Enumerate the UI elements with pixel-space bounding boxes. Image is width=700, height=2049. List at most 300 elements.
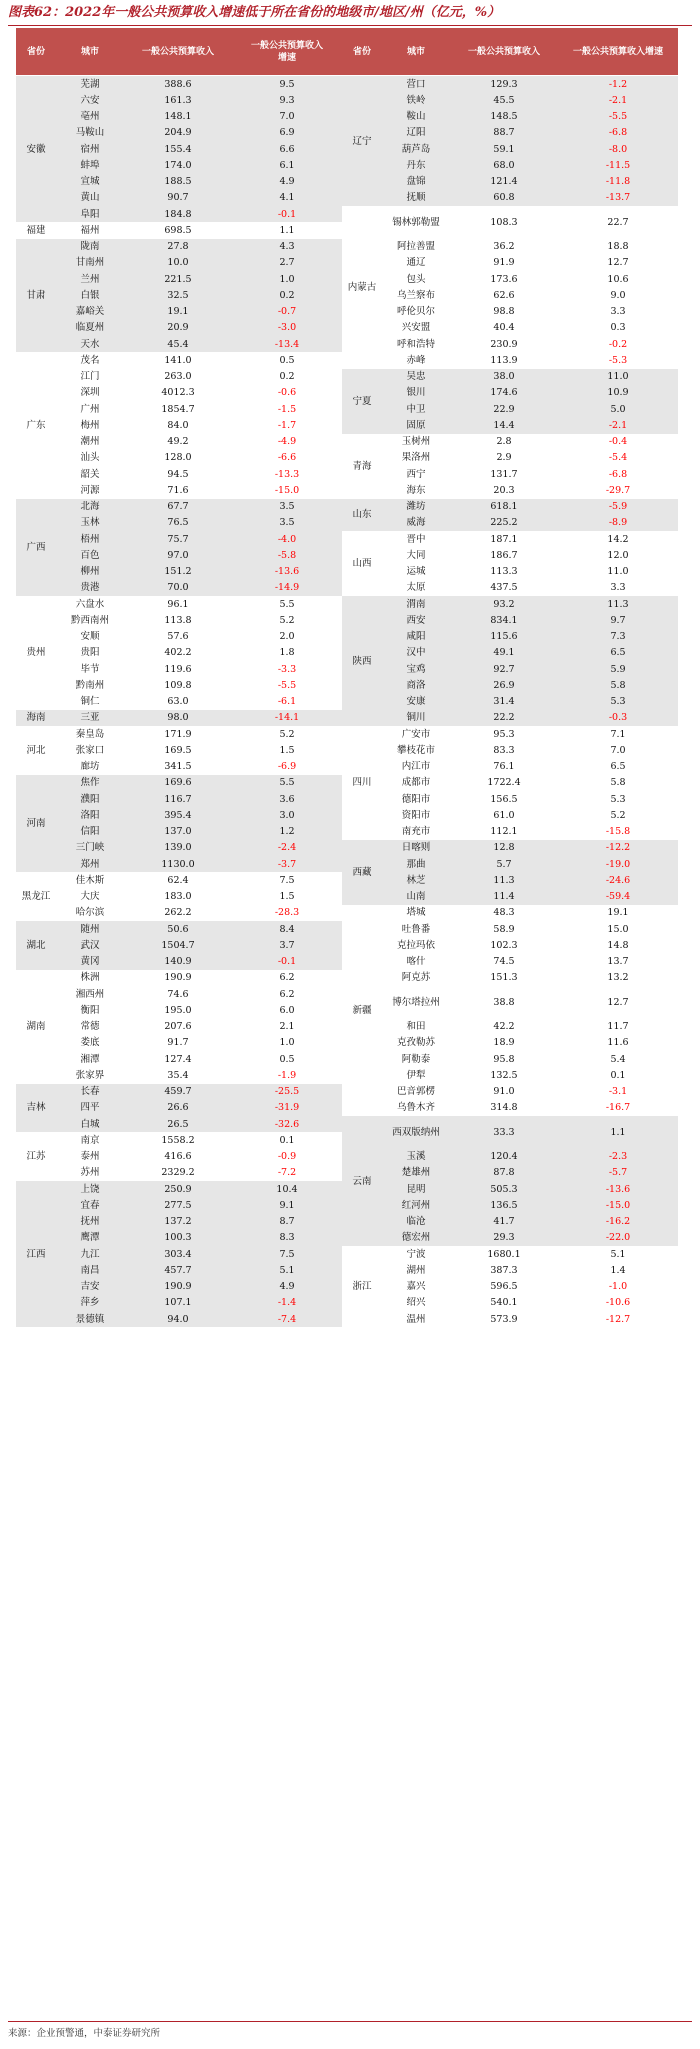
- growth-cell: -0.2: [608, 338, 628, 350]
- city-cell: 海东: [406, 484, 426, 496]
- city-cell: 百色: [80, 549, 100, 561]
- revenue-cell: 127.4: [164, 1053, 192, 1065]
- city-cell: 丹东: [406, 159, 426, 171]
- growth-cell: -6.8: [608, 127, 628, 139]
- city-cell: 北海: [80, 501, 100, 513]
- province-cell: 辽宁: [352, 135, 372, 147]
- city-cell: 黔南州: [75, 679, 105, 691]
- growth-cell: 5.2: [279, 728, 295, 740]
- revenue-cell: 75.7: [167, 533, 189, 545]
- growth-cell: -1.7: [277, 419, 297, 431]
- revenue-cell: 151.2: [164, 566, 192, 578]
- header-growth: 一般公共预算收入增速: [572, 46, 663, 57]
- city-cell: 景德镇: [75, 1313, 105, 1325]
- revenue-cell: 136.5: [490, 1199, 518, 1211]
- revenue-cell: 107.1: [164, 1297, 192, 1309]
- growth-cell: -3.1: [608, 1086, 628, 1098]
- province-cell: 内蒙古: [347, 281, 377, 293]
- city-cell: 焦作: [80, 777, 100, 789]
- city-cell: 广州: [80, 403, 100, 415]
- revenue-cell: 207.6: [164, 1021, 192, 1033]
- province-cell: 海南: [26, 712, 46, 724]
- city-cell: 秦皇岛: [75, 728, 105, 740]
- growth-cell: -4.0: [277, 533, 297, 545]
- city-cell: 林芝: [406, 874, 426, 886]
- growth-cell: 8.4: [279, 923, 295, 935]
- growth-cell: -22.0: [605, 1232, 631, 1244]
- growth-cell: -5.9: [608, 501, 628, 513]
- growth-cell: 5.3: [610, 793, 626, 805]
- growth-cell: -6.1: [277, 696, 297, 708]
- province-cell: 河北: [26, 744, 46, 756]
- city-cell: 佳木斯: [75, 874, 105, 886]
- growth-cell: 3.0: [279, 809, 295, 821]
- province-cell: 山东: [352, 509, 372, 521]
- growth-cell: 3.5: [279, 517, 295, 529]
- revenue-cell: 173.6: [490, 273, 518, 285]
- revenue-cell: 93.2: [493, 598, 515, 610]
- growth-cell: 0.2: [279, 371, 295, 383]
- growth-cell: -5.4: [608, 452, 628, 464]
- revenue-cell: 437.5: [490, 582, 518, 594]
- city-cell: 黄山: [80, 192, 100, 204]
- revenue-cell: 128.0: [164, 452, 192, 464]
- city-cell: 呼和浩特: [396, 338, 435, 350]
- revenue-cell: 11.4: [493, 891, 515, 903]
- province-cell: 新疆: [352, 1004, 372, 1016]
- growth-cell: 13.7: [607, 956, 629, 968]
- province-cell: 湖南: [26, 1021, 46, 1033]
- revenue-cell: 402.2: [164, 647, 192, 659]
- growth-cell: 10.4: [276, 1183, 298, 1195]
- growth-cell: -2.3: [608, 1151, 628, 1163]
- province-cell: 河南: [26, 818, 46, 829]
- revenue-cell: 395.4: [164, 809, 192, 821]
- growth-cell: -5.3: [608, 354, 628, 366]
- city-cell: 玉溪: [406, 1151, 426, 1163]
- growth-cell: -1.5: [277, 403, 297, 415]
- revenue-cell: 171.9: [164, 728, 192, 740]
- growth-cell: 0.5: [279, 354, 295, 366]
- city-cell: 潮州: [80, 436, 100, 448]
- growth-cell: 7.1: [610, 728, 626, 740]
- growth-cell: 4.9: [279, 1281, 295, 1293]
- growth-cell: 10.6: [607, 273, 629, 285]
- revenue-cell: 96.1: [167, 598, 189, 610]
- revenue-cell: 174.0: [164, 159, 192, 171]
- city-cell: 银川: [406, 387, 426, 399]
- city-cell: 晋中: [406, 533, 426, 545]
- growth-cell: -1.4: [277, 1297, 297, 1309]
- growth-cell: -7.4: [277, 1313, 297, 1325]
- growth-cell: 3.7: [279, 939, 295, 951]
- growth-cell: 7.5: [279, 1248, 295, 1260]
- revenue-cell: 129.3: [490, 78, 518, 90]
- growth-cell: -13.4: [274, 338, 300, 350]
- growth-cell: -31.9: [274, 1102, 300, 1114]
- city-cell: 呼伦贝尔: [396, 306, 435, 318]
- growth-cell: 5.2: [610, 809, 626, 821]
- revenue-cell: 45.5: [493, 94, 515, 106]
- growth-cell: -15.0: [274, 484, 300, 496]
- revenue-cell: 187.1: [490, 533, 518, 545]
- revenue-cell: 27.8: [167, 241, 189, 253]
- city-cell: 玉树州: [401, 436, 431, 448]
- figure-title: 图表62：2022年一般公共预算收入增速低于所在省份的地级市/地区/州（亿元，%）: [8, 5, 501, 20]
- city-cell: 娄底: [80, 1037, 100, 1049]
- growth-cell: 5.4: [610, 1053, 626, 1065]
- revenue-cell: 2.8: [496, 436, 512, 448]
- growth-cell: 9.1: [279, 1199, 295, 1211]
- city-cell: 威海: [406, 517, 426, 529]
- revenue-cell: 57.6: [167, 631, 189, 643]
- revenue-cell: 204.9: [164, 127, 192, 139]
- city-cell: 九江: [80, 1248, 100, 1260]
- revenue-cell: 141.0: [164, 354, 192, 366]
- growth-cell: 1.1: [610, 1126, 626, 1138]
- growth-cell: -3.0: [277, 322, 297, 334]
- revenue-cell: 91.9: [493, 257, 515, 269]
- growth-cell: 5.2: [279, 614, 295, 626]
- revenue-cell: 225.2: [490, 517, 518, 529]
- city-cell: 广安市: [401, 728, 431, 740]
- city-cell: 随州: [80, 923, 100, 935]
- revenue-cell: 41.7: [493, 1216, 515, 1228]
- city-cell: 嘉兴: [406, 1281, 426, 1293]
- revenue-cell: 155.4: [164, 143, 192, 155]
- revenue-cell: 40.4: [493, 322, 515, 334]
- city-cell: 兰州: [80, 273, 100, 285]
- growth-cell: 6.5: [610, 647, 626, 659]
- province-cell: 广西: [26, 541, 46, 553]
- city-cell: 阿克苏: [401, 972, 431, 984]
- province-cell: 四川: [352, 777, 372, 789]
- revenue-cell: 120.4: [490, 1151, 518, 1163]
- header-city: 城市: [406, 46, 425, 57]
- revenue-cell: 156.5: [490, 793, 518, 805]
- city-cell: 温州: [406, 1313, 426, 1325]
- growth-cell: 5.8: [610, 679, 626, 691]
- city-cell: 辽阳: [406, 127, 426, 139]
- province-cell: 安徽: [26, 143, 46, 155]
- growth-cell: -8.9: [608, 517, 628, 529]
- growth-cell: -0.7: [277, 306, 297, 318]
- revenue-cell: 113.8: [164, 614, 192, 626]
- revenue-cell: 148.1: [164, 111, 192, 123]
- growth-cell: 14.8: [607, 939, 629, 951]
- city-cell: 梅州: [80, 419, 100, 431]
- revenue-cell: 195.0: [164, 1004, 192, 1016]
- revenue-cell: 90.7: [167, 192, 189, 204]
- growth-cell: 15.0: [607, 923, 629, 935]
- growth-cell: -25.5: [274, 1086, 300, 1098]
- city-cell: 兴安盟: [401, 322, 431, 334]
- growth-cell: 5.1: [279, 1264, 295, 1276]
- revenue-cell: 137.0: [164, 826, 192, 838]
- revenue-cell: 184.8: [164, 208, 192, 220]
- city-cell: 潍坊: [406, 501, 426, 513]
- revenue-cell: 190.9: [164, 1281, 192, 1293]
- growth-cell: -29.7: [605, 484, 631, 496]
- revenue-cell: 12.8: [493, 842, 515, 854]
- revenue-cell: 140.9: [164, 956, 192, 968]
- city-cell: 毕节: [80, 663, 100, 675]
- city-cell: 武汉: [80, 939, 100, 951]
- growth-cell: 1.8: [279, 647, 295, 659]
- revenue-cell: 113.3: [490, 566, 518, 578]
- city-cell: 抚顺: [406, 192, 426, 204]
- city-cell: 绍兴: [406, 1297, 426, 1309]
- revenue-cell: 26.9: [493, 679, 515, 691]
- city-cell: 大庆: [80, 891, 100, 903]
- city-cell: 六盘水: [75, 598, 105, 610]
- city-cell: 河源: [80, 484, 100, 496]
- revenue-cell: 618.1: [490, 501, 518, 513]
- revenue-cell: 61.0: [493, 809, 515, 821]
- city-cell: 铜川: [406, 712, 426, 724]
- city-cell: 克孜勒苏: [396, 1037, 435, 1049]
- city-cell: 三门峡: [75, 842, 105, 854]
- revenue-cell: 87.8: [493, 1167, 515, 1179]
- header-left: [16, 28, 342, 75]
- growth-cell: 9.7: [610, 614, 626, 626]
- growth-cell: 6.2: [279, 972, 295, 984]
- revenue-cell: 18.9: [493, 1037, 515, 1049]
- province-cell: 浙江: [352, 1281, 372, 1293]
- revenue-cell: 573.9: [490, 1313, 518, 1325]
- growth-cell: -2.1: [608, 419, 628, 431]
- city-cell: 伊犁: [406, 1069, 426, 1081]
- growth-cell: -14.9: [274, 582, 300, 594]
- revenue-cell: 137.2: [164, 1216, 192, 1228]
- city-cell: 吉安: [80, 1281, 100, 1293]
- growth-cell: 22.7: [607, 216, 629, 228]
- revenue-cell: 1504.7: [161, 939, 195, 951]
- growth-cell: 7.5: [279, 874, 295, 886]
- revenue-cell: 1680.1: [487, 1248, 521, 1260]
- city-cell: 通辽: [406, 257, 426, 269]
- province-cell: 江苏: [26, 1151, 46, 1163]
- growth-cell: 10.9: [607, 387, 629, 399]
- revenue-cell: 169.5: [164, 744, 192, 756]
- growth-cell: 1.2: [279, 826, 295, 838]
- province-cell: 青海: [352, 460, 372, 472]
- city-cell: 柳州: [80, 566, 100, 578]
- revenue-cell: 50.6: [167, 923, 189, 935]
- city-cell: 哈尔滨: [75, 907, 105, 919]
- growth-cell: 1.1: [279, 224, 295, 236]
- province-cell: 福建: [26, 224, 46, 236]
- revenue-cell: 68.0: [493, 159, 515, 171]
- city-cell: 咸阳: [406, 631, 426, 643]
- revenue-cell: 98.8: [493, 306, 515, 318]
- growth-cell: 8.3: [279, 1232, 295, 1244]
- growth-cell: -13.7: [605, 192, 631, 204]
- revenue-cell: 95.8: [493, 1053, 515, 1065]
- revenue-cell: 36.2: [493, 241, 515, 253]
- growth-cell: 6.1: [279, 159, 295, 171]
- city-cell: 昆明: [406, 1183, 426, 1195]
- revenue-cell: 94.5: [167, 468, 189, 480]
- header-right: [342, 28, 678, 75]
- revenue-cell: 38.0: [493, 371, 515, 383]
- growth-cell: 11.0: [607, 566, 629, 578]
- province-cell: 贵州: [26, 647, 46, 659]
- city-cell: 西宁: [406, 468, 426, 480]
- header-city: 城市: [80, 46, 99, 57]
- city-cell: 贵港: [80, 582, 100, 594]
- growth-cell: 5.5: [279, 777, 295, 789]
- revenue-cell: 1722.4: [487, 777, 521, 789]
- revenue-cell: 84.0: [167, 419, 189, 431]
- revenue-cell: 186.7: [490, 549, 518, 561]
- city-cell: 喀什: [406, 956, 426, 968]
- revenue-cell: 1130.0: [161, 858, 195, 870]
- growth-cell: 9.5: [279, 78, 295, 90]
- revenue-cell: 2329.2: [161, 1167, 195, 1179]
- city-cell: 郑州: [80, 858, 100, 870]
- revenue-cell: 19.1: [167, 306, 189, 318]
- revenue-cell: 31.4: [493, 696, 515, 708]
- city-cell: 福州: [80, 224, 100, 236]
- revenue-cell: 20.3: [493, 484, 515, 496]
- revenue-cell: 83.3: [493, 744, 515, 756]
- city-cell: 张家界: [75, 1069, 105, 1081]
- growth-cell: 1.4: [610, 1264, 626, 1276]
- city-cell: 信阳: [80, 826, 100, 838]
- growth-cell: 11.0: [607, 371, 629, 383]
- revenue-cell: 91.0: [493, 1086, 515, 1098]
- city-cell: 四平: [80, 1102, 100, 1114]
- growth-cell: -6.6: [277, 452, 297, 464]
- revenue-cell: 457.7: [164, 1264, 192, 1276]
- city-cell: 安顺: [80, 631, 100, 643]
- province-cell: 吉林: [26, 1102, 46, 1114]
- revenue-cell: 119.6: [164, 663, 192, 675]
- city-cell: 铜仁: [80, 696, 100, 708]
- city-cell: 陇南: [80, 241, 100, 253]
- province-cell: 陕西: [352, 655, 372, 667]
- revenue-cell: 698.5: [164, 224, 192, 236]
- revenue-cell: 183.0: [164, 891, 192, 903]
- city-cell: 韶关: [80, 468, 100, 480]
- revenue-cell: 262.2: [164, 907, 192, 919]
- growth-cell: -5.7: [608, 1167, 628, 1179]
- revenue-cell: 63.0: [167, 696, 189, 708]
- growth-cell: 7.0: [610, 744, 626, 756]
- city-cell: 中卫: [406, 403, 426, 415]
- city-cell: 和田: [406, 1021, 426, 1033]
- growth-cell: 5.9: [610, 663, 626, 675]
- city-cell: 长春: [80, 1086, 100, 1098]
- revenue-cell: 148.5: [490, 111, 518, 123]
- growth-cell: 2.7: [279, 257, 295, 269]
- city-cell: 宁波: [406, 1248, 426, 1260]
- city-cell: 乌鲁木齐: [396, 1102, 435, 1114]
- revenue-cell: 387.3: [490, 1264, 518, 1276]
- growth-cell: 8.7: [279, 1216, 295, 1228]
- growth-cell: -5.5: [277, 679, 297, 691]
- city-cell: 那曲: [406, 858, 426, 870]
- growth-cell: 9.0: [610, 289, 626, 301]
- city-cell: 鞍山: [406, 111, 426, 123]
- growth-cell: 4.3: [279, 241, 295, 253]
- revenue-cell: 139.0: [164, 842, 192, 854]
- growth-cell: -13.6: [605, 1183, 631, 1195]
- revenue-cell: 48.3: [493, 907, 515, 919]
- city-cell: 汕头: [80, 452, 100, 464]
- growth-cell: -12.2: [605, 842, 631, 854]
- city-cell: 南昌: [80, 1264, 100, 1276]
- growth-cell: -4.9: [277, 436, 297, 448]
- city-cell: 临夏州: [75, 322, 105, 334]
- growth-cell: 9.3: [279, 94, 295, 106]
- city-cell: 宿州: [80, 143, 100, 155]
- revenue-cell: 35.4: [167, 1069, 189, 1081]
- province-cell: 广东: [26, 419, 46, 431]
- city-cell: 西安: [406, 614, 426, 626]
- revenue-cell: 161.3: [164, 94, 192, 106]
- revenue-cell: 42.2: [493, 1021, 515, 1033]
- city-cell: 内江市: [401, 761, 431, 773]
- growth-cell: 2.1: [279, 1021, 295, 1033]
- revenue-cell: 540.1: [490, 1297, 518, 1309]
- growth-cell: 4.1: [279, 192, 295, 204]
- revenue-cell: 1558.2: [161, 1134, 195, 1146]
- revenue-cell: 74.5: [493, 956, 515, 968]
- growth-cell: 11.7: [607, 1021, 629, 1033]
- city-cell: 贵阳: [80, 647, 100, 659]
- growth-cell: 6.6: [279, 143, 295, 155]
- city-cell: 嘉峪关: [75, 306, 105, 318]
- city-cell: 马鞍山: [75, 127, 105, 139]
- revenue-cell: 10.0: [167, 257, 189, 269]
- growth-cell: -1.9: [277, 1069, 297, 1081]
- province-cell: 宁夏: [352, 395, 372, 407]
- title-rule: [8, 25, 692, 26]
- growth-cell: -59.4: [605, 891, 631, 903]
- growth-cell: 2.0: [279, 631, 295, 643]
- growth-cell: -2.4: [277, 842, 297, 854]
- city-cell: 楚雄州: [401, 1167, 431, 1179]
- city-cell: 宣城: [80, 176, 100, 188]
- revenue-cell: 108.3: [490, 216, 518, 228]
- source-rule: [8, 2021, 692, 2022]
- growth-cell: 4.9: [279, 176, 295, 188]
- revenue-cell: 596.5: [490, 1281, 518, 1293]
- growth-cell: 12.7: [607, 257, 629, 269]
- growth-cell: -0.3: [608, 712, 628, 724]
- province-cell: 甘肃: [26, 289, 46, 301]
- city-cell: 汉中: [406, 647, 426, 659]
- growth-cell: 1.0: [279, 1037, 295, 1049]
- growth-cell: -11.8: [605, 176, 631, 188]
- revenue-cell: 33.3: [493, 1126, 515, 1138]
- revenue-cell: 91.7: [167, 1037, 189, 1049]
- city-cell: 渭南: [406, 598, 426, 610]
- growth-cell: -7.2: [277, 1167, 297, 1179]
- city-cell: 江门: [80, 371, 100, 383]
- city-cell: 亳州: [80, 111, 100, 123]
- header-revenue: 一般公共预算收入: [141, 46, 214, 57]
- growth-cell: -1.2: [608, 78, 628, 90]
- city-cell: 铁岭: [406, 94, 426, 106]
- city-cell: 白城: [80, 1118, 100, 1130]
- city-cell: 湖州: [406, 1264, 426, 1276]
- city-cell: 衡阳: [80, 1004, 100, 1016]
- revenue-cell: 263.0: [164, 371, 192, 383]
- city-cell: 常德: [80, 1021, 100, 1033]
